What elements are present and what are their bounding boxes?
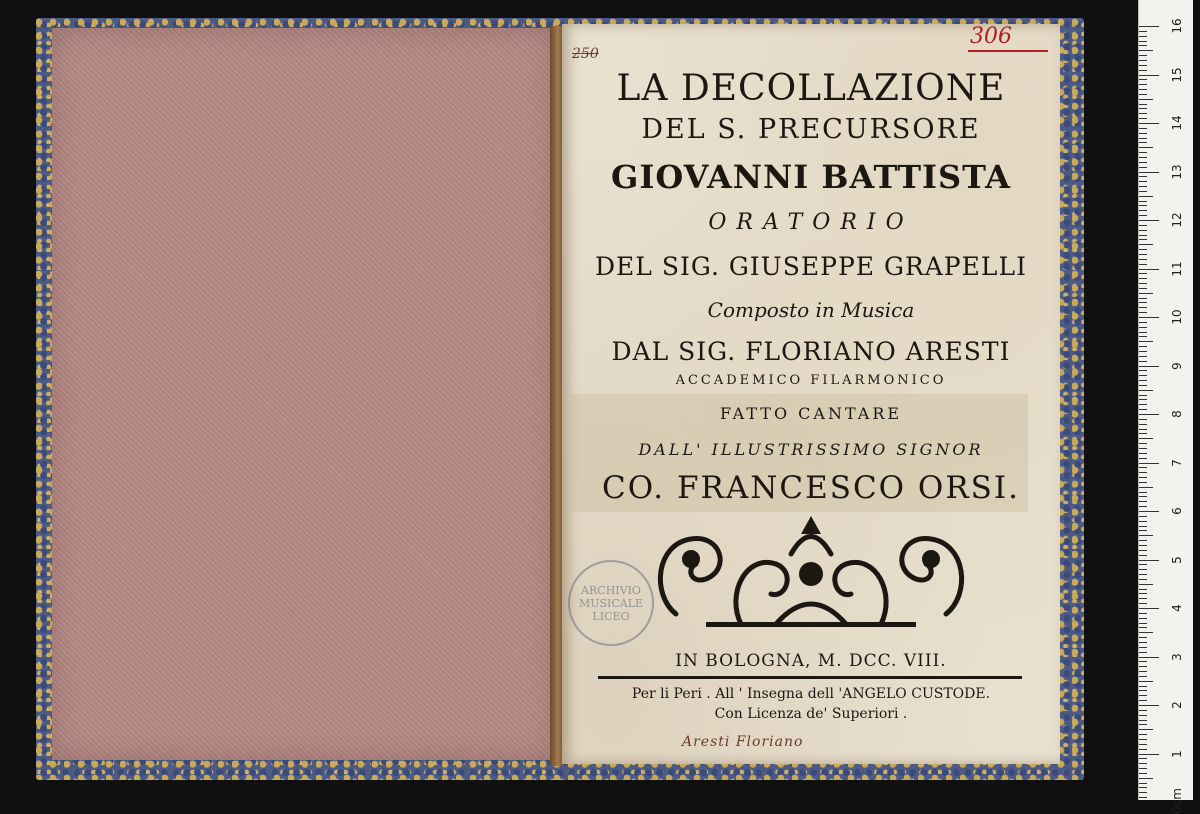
ruler-tick (1139, 535, 1153, 536)
ruler-tick (1139, 613, 1147, 614)
ruler-tick (1139, 89, 1147, 90)
imprint-rule (598, 676, 1022, 679)
ruler-tick (1139, 395, 1147, 396)
ruler-tick (1139, 302, 1147, 303)
ruler-tick (1139, 385, 1147, 386)
ruler-tick (1139, 370, 1147, 371)
ruler-tick (1139, 496, 1147, 497)
shelfmark-crossed: 250 (572, 46, 599, 62)
composer-line: DAL SIG. FLORIANO ARESTI (611, 337, 1011, 366)
ruler-tick (1139, 545, 1147, 546)
ruler-tick (1139, 618, 1147, 619)
ruler-tick (1139, 138, 1147, 139)
ruler-tick (1139, 792, 1147, 793)
ruler-tick (1139, 380, 1147, 381)
composed-line: Composto in Musica (707, 298, 915, 322)
ruler-tick (1139, 409, 1147, 410)
ruler-tick (1139, 598, 1147, 599)
ruler-label: 16 (1170, 18, 1184, 34)
handwritten-composer-note: Aresti Floriano (682, 734, 804, 750)
title-line-1: LA DECOLLAZIONE (616, 68, 1006, 109)
ruler-tick (1139, 569, 1147, 570)
ruler-tick (1139, 700, 1147, 701)
ruler-tick (1139, 419, 1147, 420)
ruler-tick (1139, 671, 1147, 672)
ruler-tick (1139, 555, 1147, 556)
ruler-tick (1139, 749, 1147, 750)
ruler-tick (1139, 584, 1153, 585)
ruler-tick (1139, 477, 1147, 478)
ruler-tick (1139, 429, 1147, 430)
ruler-tick (1139, 113, 1147, 114)
ruler-tick (1139, 424, 1147, 425)
ruler-tick (1139, 492, 1147, 493)
title-line-2: DEL S. PRECURSORE (641, 114, 981, 145)
ruler-tick (1139, 123, 1159, 124)
ruler-tick (1139, 55, 1147, 56)
ruler-tick (1139, 763, 1147, 764)
ruler-label: 8 (1170, 410, 1184, 418)
library-stamp: ARCHIVIO MUSICALE LICEO (568, 560, 654, 646)
patron-line: CO. FRANCESCO ORSI. (601, 470, 1021, 506)
ruler-tick (1139, 472, 1147, 473)
ruler-tick (1139, 482, 1147, 483)
ruler-tick (1139, 79, 1147, 80)
ruler-label: 15 (1170, 66, 1184, 83)
shelfmark-red: 306 (970, 24, 1012, 49)
ruler-tick (1139, 676, 1147, 677)
ruler-tick (1139, 754, 1159, 755)
ruler-tick (1139, 681, 1153, 682)
ruler-tick (1139, 729, 1153, 730)
ruler-tick (1139, 196, 1153, 197)
ruler-label: 2 (1170, 701, 1184, 709)
ruler-tick (1139, 298, 1147, 299)
ruler-tick (1139, 70, 1147, 71)
ruler-label: 3 (1170, 652, 1184, 661)
ruler-tick (1139, 448, 1147, 449)
ruler-tick (1139, 744, 1147, 745)
ruler-tick (1139, 589, 1147, 590)
ruler-tick (1139, 608, 1159, 609)
ruler-tick (1139, 734, 1147, 735)
ruler-tick (1139, 41, 1147, 42)
ruler-tick (1139, 269, 1159, 270)
ruler-label: 9 (1170, 361, 1184, 370)
patron-intro-line: DALL' ILLUSTRISSIMO SIGNOR (638, 440, 984, 459)
author-line: DEL SIG. GIUSEPPE GRAPELLI (595, 252, 1027, 281)
ruler-tick (1139, 637, 1147, 638)
ruler-tick (1139, 264, 1147, 265)
ruler-tick (1139, 205, 1147, 206)
ruler-tick (1139, 375, 1147, 376)
ruler-tick (1139, 278, 1147, 279)
ruler-tick (1139, 463, 1159, 464)
ruler-tick (1139, 36, 1147, 37)
ruler-tick (1139, 366, 1159, 367)
ruler-tick (1139, 108, 1147, 109)
imprint-license: Con Licenza de' Superiori . (714, 706, 908, 722)
ruler-tick (1139, 657, 1159, 658)
ruler-tick (1139, 768, 1147, 769)
ruler-tick (1139, 487, 1153, 488)
ruler-label: 0cm (1170, 788, 1184, 814)
ruler-tick (1139, 443, 1147, 444)
ruler-tick (1139, 181, 1147, 182)
ruler-label: 11 (1170, 260, 1184, 277)
genre-line: ORATORIO (708, 210, 914, 235)
ruler-tick (1139, 574, 1147, 575)
ruler-tick (1139, 506, 1147, 507)
ruler-label: 12 (1170, 212, 1184, 228)
ruler-tick (1139, 239, 1147, 240)
ruler-tick (1139, 593, 1147, 594)
scale-ruler (1138, 0, 1193, 814)
ruler-tick (1139, 521, 1147, 522)
ruler-tick (1139, 511, 1159, 512)
ruler-tick (1139, 273, 1147, 274)
ruler-tick (1139, 414, 1159, 415)
ruler-tick (1139, 710, 1147, 711)
ruler-label: 6 (1170, 507, 1184, 515)
ruler-tick (1139, 787, 1147, 788)
ruler-tick (1139, 758, 1147, 759)
ruler-tick (1139, 225, 1147, 226)
ruler-tick (1139, 45, 1147, 46)
ruler-tick (1139, 201, 1147, 202)
ruler-tick (1139, 356, 1147, 357)
ruler-tick (1139, 283, 1147, 284)
ruler-tick (1139, 327, 1147, 328)
ruler-tick (1139, 390, 1153, 391)
ruler-label: 5 (1170, 555, 1184, 564)
ruler-tick (1139, 540, 1147, 541)
ruler-tick (1139, 259, 1147, 260)
ruler-tick (1139, 458, 1147, 459)
ruler-tick (1139, 564, 1147, 565)
ruler-tick (1139, 550, 1147, 551)
ruler-tick (1139, 715, 1147, 716)
performed-line: FATTO CANTARE (719, 404, 903, 423)
academy-line: ACCADEMICO FILARMONICO (675, 373, 947, 388)
ruler-tick (1139, 361, 1147, 362)
ruler-tick (1139, 739, 1147, 740)
ruler-tick (1139, 50, 1153, 51)
ruler-tick (1139, 336, 1147, 337)
ruler-tick (1139, 186, 1147, 187)
ruler-tick (1139, 695, 1147, 696)
ruler-tick (1139, 399, 1147, 400)
ruler-tick (1139, 176, 1147, 177)
ruler-tick (1139, 65, 1147, 66)
imprint-place-date: IN BOLOGNA, M. DCC. VIII. (675, 651, 947, 671)
ruler-tick (1139, 579, 1147, 580)
ruler-tick (1139, 560, 1159, 561)
ruler-tick (1139, 249, 1147, 250)
ruler-tick (1139, 118, 1147, 119)
ruler-tick (1139, 31, 1147, 32)
ruler-tick (1139, 162, 1147, 163)
ruler-tick (1139, 288, 1147, 289)
ruler-tick (1139, 332, 1147, 333)
ruler-tick (1139, 501, 1147, 502)
ruler-tick (1139, 627, 1147, 628)
ruler-tick (1139, 322, 1147, 323)
ruler-tick (1139, 351, 1147, 352)
ruler-tick (1139, 516, 1147, 517)
ruler-label: 4 (1170, 604, 1184, 612)
ruler-label: 1 (1170, 749, 1184, 758)
ruler-tick (1139, 191, 1147, 192)
imprint-printer: Per li Peri . All ' Insegna dell 'ANGELO CUSTODE. (631, 686, 991, 702)
ruler-tick (1139, 467, 1147, 468)
ruler-tick (1139, 230, 1147, 231)
ruler-label: 13 (1170, 163, 1184, 180)
ruler-tick (1139, 307, 1147, 308)
ruler-tick (1139, 778, 1153, 779)
red-underline (968, 50, 1048, 52)
ruler-label: 14 (1170, 115, 1184, 131)
ruler-tick (1139, 773, 1147, 774)
ruler-tick (1139, 526, 1147, 527)
ruler-tick (1139, 99, 1153, 100)
ruler-tick (1139, 783, 1147, 784)
ruler-tick (1139, 84, 1147, 85)
ruler-tick (1139, 94, 1147, 95)
ruler-tick (1139, 254, 1147, 255)
ruler-tick (1139, 720, 1147, 721)
ruler-tick (1139, 433, 1147, 434)
ruler-tick (1139, 690, 1147, 691)
ruler-tick (1139, 220, 1159, 221)
ruler-tick (1139, 724, 1147, 725)
ruler-tick (1139, 652, 1147, 653)
ruler-tick (1139, 705, 1159, 706)
ruler-tick (1139, 128, 1147, 129)
ruler-tick (1139, 603, 1147, 604)
ruler-tick (1139, 244, 1153, 245)
ruler-tick (1139, 152, 1147, 153)
ruler-tick (1139, 157, 1147, 158)
ruler-tick (1139, 438, 1153, 439)
ruler-tick (1139, 341, 1153, 342)
ruler-tick (1139, 147, 1153, 148)
ruler-label: 7 (1170, 458, 1184, 467)
ruler-tick (1139, 317, 1159, 318)
ruler-tick (1139, 453, 1147, 454)
ruler-tick (1139, 686, 1147, 687)
ruler-tick (1139, 404, 1147, 405)
ruler-tick (1139, 530, 1147, 531)
ruler-tick (1139, 312, 1147, 313)
pink-endpaper (52, 28, 556, 760)
ruler-tick (1139, 642, 1147, 643)
ruler-tick (1139, 133, 1147, 134)
title-line-3: GIOVANNI BATTISTA (611, 158, 1011, 196)
ruler-tick (1139, 75, 1159, 76)
ruler-tick (1139, 235, 1147, 236)
ruler-tick (1139, 26, 1159, 27)
ruler-tick (1139, 172, 1159, 173)
ruler-tick (1139, 661, 1147, 662)
ruler-tick (1139, 104, 1147, 105)
ruler-tick (1139, 60, 1147, 61)
ruler-label: 10 (1170, 309, 1184, 325)
ruler-tick (1139, 346, 1147, 347)
ruler-tick (1139, 210, 1147, 211)
ruler-tick (1139, 647, 1147, 648)
ruler-tick (1139, 623, 1147, 624)
ruler-tick (1139, 215, 1147, 216)
ruler-tick (1139, 293, 1153, 294)
ruler-tick (1139, 142, 1147, 143)
ruler-tick (1139, 797, 1147, 798)
ruler-tick (1139, 666, 1147, 667)
printers-ornament (646, 514, 976, 640)
ruler-tick (1139, 167, 1147, 168)
ruler-tick (1139, 632, 1153, 633)
